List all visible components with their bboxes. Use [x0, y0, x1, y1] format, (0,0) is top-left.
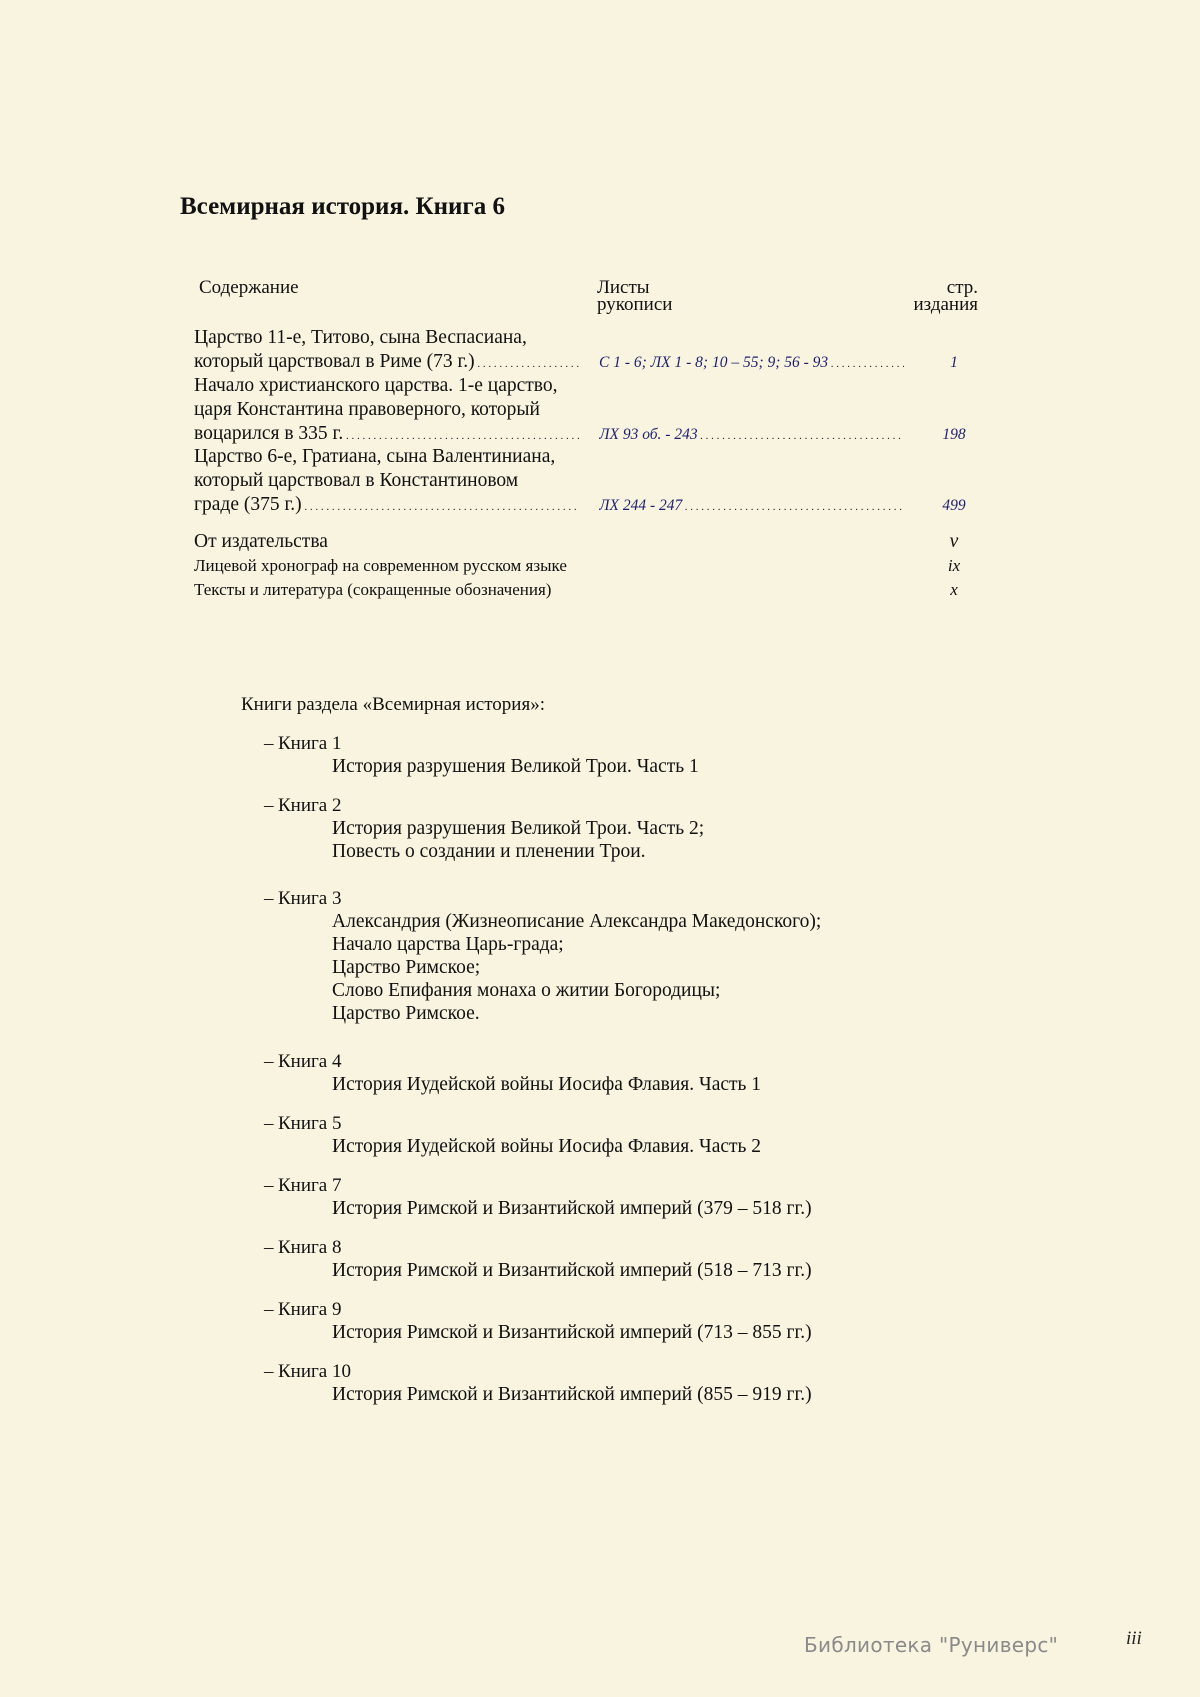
book-description-line: История Иудейской войны Иосифа Флавия. Часть 1	[332, 1074, 762, 1095]
library-footer: Библиотека "Руниверс"	[804, 1633, 1059, 1657]
book-item	[264, 1236, 812, 1282]
book-name: Книга 8	[278, 1237, 342, 1258]
toc-entry[interactable]	[194, 445, 984, 517]
book-description-line: Царство Римское.	[332, 1003, 480, 1024]
toc-aux-page[interactable]: v	[949, 531, 959, 552]
book-name: Книга 1	[278, 733, 342, 754]
toc-entry[interactable]	[194, 326, 984, 374]
book-description-line: История Иудейской войны Иосифа Флавия. Часть 2	[332, 1136, 762, 1157]
book-description-line: История Римской и Византийской империй (518 – 713 гг.)	[332, 1260, 812, 1281]
book-name: Книга 10	[278, 1361, 351, 1382]
toc-entry-page[interactable]: 499	[942, 497, 966, 514]
book-item	[264, 732, 699, 778]
list-dash: –	[264, 1361, 274, 1382]
book-item	[264, 1298, 812, 1344]
book-item	[264, 1174, 812, 1220]
toc-header-sheets-line1: Листы	[597, 277, 650, 298]
toc-header-contents	[199, 279, 299, 296]
toc-entry-manuscript-ref: С 1 - 6; ЛХ 1 - 8; 10 – 55; 9; 56 - 93 . . .	[599, 353, 904, 374]
book-description-line: Слово Епифания монаха о житии Богородицы;	[332, 980, 721, 1001]
toc-entry-line: воцарился в 335 г. . . .	[194, 422, 579, 448]
list-dash: –	[264, 1237, 274, 1258]
book-name: Книга 3	[278, 888, 342, 909]
list-dash: –	[264, 1299, 274, 1320]
book-item	[264, 794, 704, 863]
book-description-line: Александрия (Жизнеописание Александра Македонского);	[332, 911, 822, 932]
toc-aux-entry[interactable]	[194, 580, 984, 602]
toc-entry-page[interactable]: 1	[950, 354, 958, 371]
list-dash: –	[264, 795, 274, 816]
book-name: Книга 9	[278, 1299, 342, 1320]
toc-aux-label: Тексты и литература (сокращенные обозначения)	[194, 580, 552, 599]
toc-header-sheets-line2: рукописи	[597, 294, 673, 315]
list-dash: –	[264, 888, 274, 909]
toc-header-sheets	[597, 279, 672, 313]
book-description-line: История разрушения Великой Трои. Часть 1	[332, 756, 699, 777]
toc-aux-page[interactable]: x	[950, 580, 958, 599]
toc-entry-line: Царство 11-е, Титово, сына Веспасиана,	[194, 327, 527, 348]
toc-header-page-line2: издания	[913, 294, 978, 315]
book-description-line: История Римской и Византийской империй (713 – 855 гг.)	[332, 1322, 812, 1343]
toc-entry-line: который царствовал в Константиновом	[194, 470, 519, 491]
toc-entry-manuscript-ref: ЛХ 244 - 247 . . .	[599, 496, 904, 517]
toc-header-page	[860, 279, 978, 313]
list-dash: –	[264, 1113, 274, 1134]
toc-entry-line: Царство 6-е, Гратиана, сына Валентиниана,	[194, 446, 556, 467]
book-name: Книга 5	[278, 1113, 342, 1134]
toc-entry-last-row	[194, 350, 984, 374]
books-section-title: Книги раздела «Всемирная история»:	[241, 694, 545, 715]
book-item	[264, 1050, 761, 1096]
toc-aux-label: От издательства	[194, 531, 328, 552]
toc-entry-last-row	[194, 422, 984, 446]
book-description-line: История Римской и Византийской империй (379 – 518 гг.)	[332, 1198, 812, 1219]
toc-entry-line: царя Константина правоверного, который	[194, 399, 540, 420]
book-description-line: История Римской и Византийской империй (855 – 919 гг.)	[332, 1384, 812, 1405]
toc-aux-label: Лицевой хронограф на современном русском языке	[194, 556, 567, 575]
book-description-line: Начало царства Царь-града;	[332, 934, 564, 955]
book-item	[264, 1360, 812, 1406]
toc-header-page-line1: стр.	[946, 277, 978, 298]
list-dash: –	[264, 1051, 274, 1072]
toc-entry-last-row	[194, 493, 984, 517]
list-dash: –	[264, 1175, 274, 1196]
book-name: Книга 2	[278, 795, 342, 816]
toc-header-contents-label: Содержание	[199, 277, 299, 298]
toc-entry-line: который царствовал в Риме (73 г.) . . .	[194, 350, 579, 376]
book-description-line: Повесть о создании и пленении Трои.	[332, 841, 646, 862]
toc-entry-line: граде (375 г.) . . .	[194, 493, 579, 519]
toc-entry-manuscript-ref: ЛХ 93 об. - 243 . . .	[599, 425, 904, 446]
book-item	[264, 1112, 761, 1158]
toc-entry-line: Начало христианского царства. 1-е царство,	[194, 375, 558, 396]
book-description-line: Царство Римское;	[332, 957, 481, 978]
book-name: Книга 7	[278, 1175, 342, 1196]
page-number: iii	[1126, 1628, 1142, 1649]
book-item	[264, 887, 821, 1025]
book-name: Книга 4	[278, 1051, 342, 1072]
page-title: Всемирная история. Книга 6	[180, 193, 506, 220]
toc-aux-entry[interactable]	[194, 556, 984, 578]
toc-entry[interactable]	[194, 374, 984, 446]
list-dash: –	[264, 733, 274, 754]
book-description-line: История разрушения Великой Трои. Часть 2;	[332, 818, 705, 839]
toc-aux-entry[interactable]	[194, 531, 984, 553]
toc-aux-page[interactable]: ix	[947, 556, 961, 575]
toc-entry-page[interactable]: 198	[942, 426, 966, 443]
